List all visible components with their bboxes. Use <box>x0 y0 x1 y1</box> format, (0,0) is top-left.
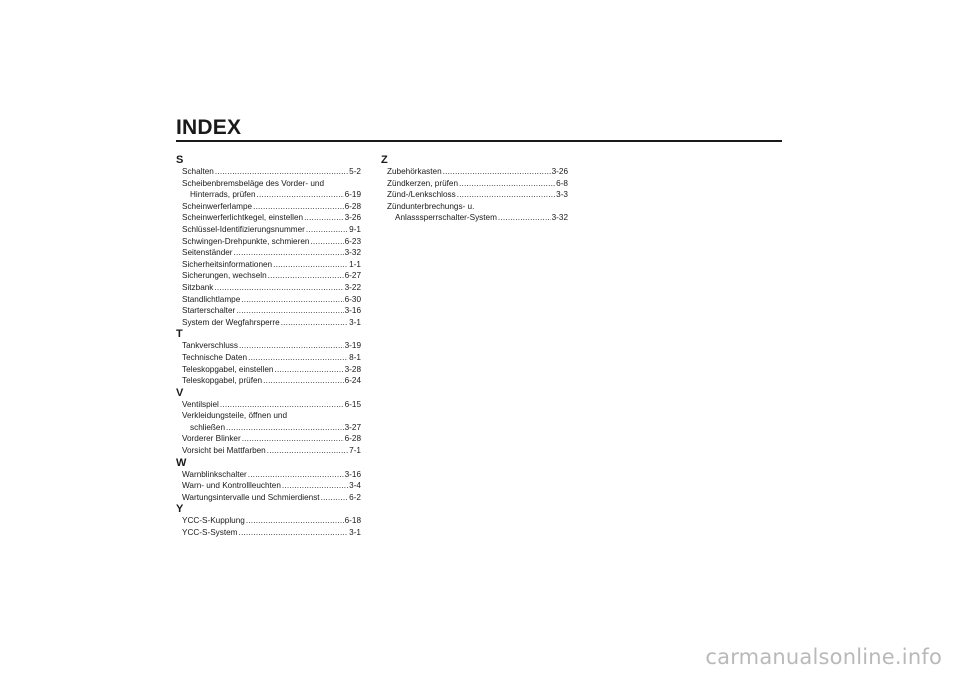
index-entry-page: 6-28 <box>344 434 361 444</box>
index-entry-label: schließen <box>190 422 226 432</box>
index-entry <box>176 259 361 271</box>
index-entry-page: 3-16 <box>344 306 361 316</box>
dot-leader <box>310 236 343 248</box>
dot-leader <box>306 224 348 236</box>
index-entry-row <box>182 340 361 352</box>
index-entry-label: YCC-S-Kupplung <box>182 516 245 526</box>
index-entry-page: 6-27 <box>344 271 361 281</box>
dot-leader <box>246 515 344 527</box>
index-entry-page: 3-1 <box>349 317 361 327</box>
index-entry-label: Anlasssperrschalter-System <box>395 213 497 223</box>
dot-leader <box>281 317 348 329</box>
index-entry-label: Warnblinkschalter <box>182 469 247 479</box>
index-entry-label: Tankverschluss <box>182 341 238 351</box>
dot-leader <box>257 189 344 201</box>
dot-leader <box>242 433 344 445</box>
index-entry-label: Zündkerzen, prüfen <box>387 178 459 188</box>
index-entry-row <box>182 224 361 236</box>
index-letter-w: W <box>176 456 187 469</box>
index-entry-page: 6-18 <box>344 516 361 526</box>
dot-leader <box>253 201 344 213</box>
dot-leader <box>443 166 551 178</box>
index-entry-row <box>182 352 361 364</box>
index-entry-row <box>182 201 361 213</box>
index-entry <box>176 375 361 387</box>
index-entry-page: 3-3 <box>556 190 568 200</box>
index-entry-label: System der Wegfahrsperre <box>182 317 280 327</box>
index-entry-row <box>182 236 361 248</box>
dot-leader <box>248 352 348 364</box>
index-entry-page: 6-2 <box>349 492 361 502</box>
dot-leader <box>220 399 344 411</box>
index-letter-s: S <box>176 154 184 166</box>
index-entry-label: Teleskopgabel, einstellen <box>182 364 274 374</box>
dot-leader <box>273 259 348 271</box>
dot-leader <box>267 445 348 457</box>
index-entry-label: Zubehörkasten <box>387 167 442 176</box>
dot-leader <box>239 527 349 539</box>
index-entry-row <box>182 247 361 259</box>
dot-leader <box>457 189 555 201</box>
index-entry <box>176 433 361 445</box>
dot-leader <box>263 375 343 387</box>
index-entry <box>176 469 361 481</box>
dot-leader <box>215 166 348 178</box>
index-letter-v: V <box>176 386 184 399</box>
index-entry-row <box>182 480 361 492</box>
index-entry-label: Schwingen-Drehpunkte, schmieren <box>182 236 310 246</box>
index-entry-row <box>182 305 361 317</box>
index-entry-label: Warn- und Kontrollleuchten <box>182 481 281 491</box>
index-column-right <box>381 154 568 224</box>
index-entry-label: Zünd-/Lenkschloss <box>387 190 456 200</box>
index-entry-page: 6-8 <box>556 178 568 188</box>
index-entry-row <box>182 294 361 306</box>
index-entry <box>176 224 361 236</box>
index-entry <box>176 212 361 224</box>
index-entry-page: 3-27 <box>344 422 361 432</box>
index-entry <box>176 247 361 259</box>
index-entry-row <box>182 282 361 294</box>
index-entry <box>176 305 361 317</box>
dot-leader <box>321 492 349 504</box>
index-entry-row <box>182 166 361 178</box>
index-entry <box>176 201 361 213</box>
index-entry-page: 6-30 <box>344 294 361 304</box>
dot-leader <box>498 212 551 224</box>
index-entry-page: 3-26 <box>344 213 361 223</box>
dot-leader <box>304 212 344 224</box>
index-entry <box>176 410 361 433</box>
index-entry-page: 6-28 <box>344 201 361 211</box>
dot-leader <box>268 270 344 282</box>
index-entry-first-line: Zündunterbrechungs- u. <box>387 201 475 211</box>
index-entry <box>176 340 361 352</box>
index-entry-label: Schalten <box>182 167 214 176</box>
index-entry <box>176 492 361 504</box>
index-entry-row <box>387 166 568 178</box>
index-entry-row <box>182 492 361 504</box>
index-entry-label: Vorsicht bei Mattfarben <box>182 446 266 456</box>
index-entry-first-line: Scheibenbremsbeläge des Vorder- und <box>182 178 325 188</box>
dot-leader <box>248 469 344 481</box>
index-entry-page: 7-1 <box>349 446 361 456</box>
index-entry-page: 3-28 <box>344 364 361 374</box>
dot-leader <box>275 364 344 376</box>
index-entry-label: Sicherheitsinformationen <box>182 259 273 269</box>
index-entry-row <box>182 317 361 329</box>
index-entry <box>381 189 568 201</box>
index-entry-row <box>182 527 361 539</box>
index-entry <box>176 317 361 329</box>
dot-leader <box>282 480 348 492</box>
index-entry-page: 8-1 <box>349 352 361 362</box>
index-column-left <box>176 154 361 539</box>
watermark: carmanualsonline.info <box>705 645 942 669</box>
index-entry-page: 3-22 <box>344 282 361 292</box>
index-entry-label: Scheinwerferlampe <box>182 201 253 211</box>
index-entry-label: Vorderer Blinker <box>182 434 241 444</box>
index-entry-row <box>182 469 361 481</box>
index-entry <box>176 480 361 492</box>
index-entry-row <box>182 433 361 445</box>
index-entry <box>176 527 361 539</box>
index-entry-page: 3-32 <box>551 213 568 223</box>
index-entry-page: 3-19 <box>344 341 361 351</box>
index-entry <box>176 399 361 411</box>
index-entry-label: Schlüssel-Identifizierungsnummer <box>182 224 305 234</box>
index-entry <box>176 270 361 282</box>
index-entry-page: 5-2 <box>349 167 361 176</box>
index-entry-page: 6-23 <box>344 236 361 246</box>
index-entry-label: Starterschalter <box>182 306 236 316</box>
dot-leader <box>214 282 343 294</box>
index-entry-label: Teleskopgabel, prüfen <box>182 376 263 386</box>
index-entry-row <box>387 212 568 224</box>
index-entry <box>176 282 361 294</box>
index-entry-first-line: Verkleidungsteile, öffnen und <box>182 411 288 421</box>
index-entry-row <box>182 364 361 376</box>
index-letter-t: T <box>176 328 183 341</box>
index-entry-row <box>182 189 361 201</box>
index-entry <box>176 364 361 376</box>
index-entry-row <box>182 259 361 271</box>
index-entry-label: Sicherungen, wechseln <box>182 271 267 281</box>
page-title: INDEX <box>176 116 242 139</box>
index-entry <box>176 236 361 248</box>
index-entry-row <box>182 399 361 411</box>
index-entry <box>176 166 361 178</box>
index-entry <box>176 352 361 364</box>
index-entry-row <box>182 375 361 387</box>
index-entry <box>381 166 568 178</box>
index-entry-row <box>182 515 361 527</box>
index-entry-row <box>387 178 568 190</box>
index-entry-page: 6-19 <box>344 190 361 200</box>
index-entry-label: Scheinwerferlichtkegel, einstellen <box>182 213 304 223</box>
index-entry <box>176 294 361 306</box>
dot-leader <box>234 247 344 259</box>
index-entry-page: 6-24 <box>344 376 361 386</box>
index-entry-label: Technische Daten <box>182 352 248 362</box>
index-entry-label: Wartungsintervalle und Schmierdienst <box>182 492 320 502</box>
index-entry-label: Ventilspiel <box>182 399 219 409</box>
index-entry-page: 9-1 <box>349 224 361 234</box>
dot-leader <box>459 178 555 190</box>
index-entry-label: Sitzbank <box>182 282 214 292</box>
index-entry <box>381 201 568 224</box>
dot-leader <box>241 294 343 306</box>
index-entry-row <box>182 422 361 434</box>
index-entry-row <box>182 445 361 457</box>
index-entry <box>381 178 568 190</box>
dot-leader <box>239 340 344 352</box>
index-entry-page: 3-16 <box>344 469 361 479</box>
index-entry-label: Standlichtlampe <box>182 294 241 304</box>
index-entry <box>176 445 361 457</box>
index-entry-row <box>182 212 361 224</box>
dot-leader <box>236 305 343 317</box>
dot-leader <box>226 422 344 434</box>
index-letter-y: Y <box>176 503 184 516</box>
index-entry-row <box>182 270 361 282</box>
index-entry-page: 6-15 <box>344 399 361 409</box>
index-entry-page: 1-1 <box>349 259 361 269</box>
index-entry-row <box>387 189 568 201</box>
index-entry <box>176 515 361 527</box>
title-rule <box>176 140 782 142</box>
index-entry-label: YCC-S-System <box>182 528 238 538</box>
index-letter-z: Z <box>381 154 388 166</box>
index-entry-page: 3-4 <box>349 481 361 491</box>
index-entry-page: 3-26 <box>551 167 568 176</box>
index-entry-label: Hinterrads, prüfen <box>190 190 256 200</box>
index-entry-page: 3-32 <box>344 248 361 258</box>
index-entry <box>176 178 361 201</box>
index-entry-page: 3-1 <box>349 528 361 538</box>
index-entry-label: Seitenständer <box>182 248 233 258</box>
